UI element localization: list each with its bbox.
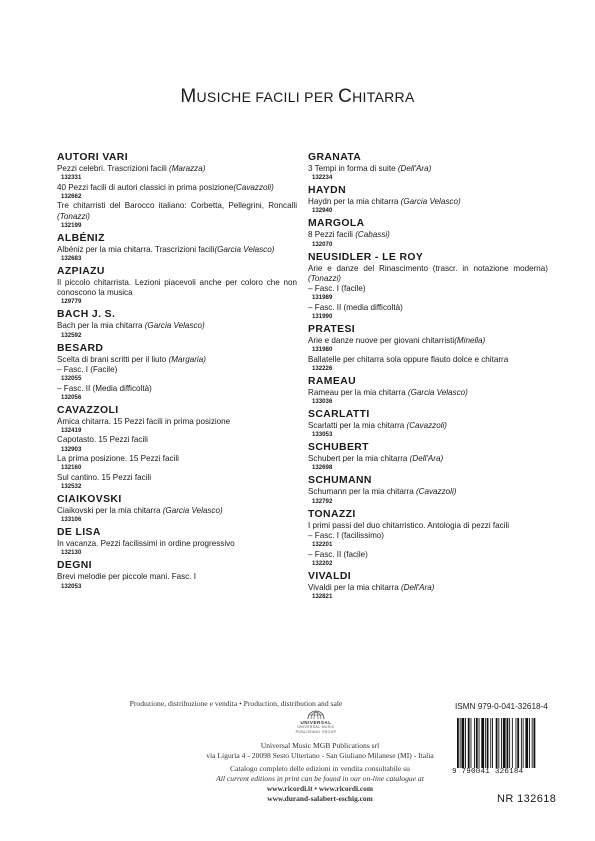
catalogue-code: 132532 <box>61 483 82 491</box>
composer-name: DE LISA <box>57 527 101 539</box>
link-durand-salabert-eschig[interactable]: www.durand-salabert-eschig.com <box>267 794 373 803</box>
catalogue-code: 132202 <box>312 559 333 567</box>
catalogue-code: 131989 <box>312 294 333 302</box>
work-title <box>308 197 548 207</box>
composer-name: DEGNI <box>57 560 92 572</box>
work-text: In vacanza. Pezzi facilissimi in ordine progressivo <box>57 539 235 549</box>
arranger: (Dell'Ara) <box>409 454 444 464</box>
composer-name: SCHUMANN <box>308 475 372 487</box>
composer-name: NEUSIDLER - LE ROY <box>308 251 424 263</box>
work-text: Pezzi celebri. Trascrizioni facili <box>57 164 169 173</box>
catalogue-code: 132226 <box>312 364 333 372</box>
work-text: Il piccolo chitarrista. Lezioni piacevoli anche per coloro che non conoscono la musica <box>57 278 297 298</box>
work-text: Vivaldi per la mia chitarra <box>308 582 401 592</box>
composer-entry <box>308 408 548 439</box>
catalogue-number: NR 132618 <box>497 793 557 805</box>
work-title <box>308 487 548 497</box>
work-text: Arie e danze del Rinascimento (trascr. in notazione moderna) <box>308 263 548 273</box>
work-text: – Fasc. II (Media difficoltà) <box>57 383 152 393</box>
link-ricordi-com[interactable]: www.ricordi.com <box>318 784 374 793</box>
link-ricordi-it[interactable]: www.ricordi.it <box>266 784 313 793</box>
work-text: Scarlatti per la mia chitarra <box>308 421 407 431</box>
arranger: (Marazza) <box>169 164 206 173</box>
logo-wordmark: UNIVERSAL <box>300 720 332 725</box>
catalogue-left-column <box>57 150 297 591</box>
catalogue-code: 133106 <box>61 516 82 524</box>
arranger: (Garcia Velasco) <box>144 321 205 331</box>
work-text: Arie e danze nuove per giovani chitarristi <box>308 335 455 345</box>
work-text: Rameau per la mia chitarra <box>308 387 408 397</box>
catalogue-code: 132201 <box>312 541 333 549</box>
barcode-digits: 9 790041 326184 <box>452 768 570 776</box>
work-title <box>57 506 297 516</box>
work-title <box>57 355 297 365</box>
work-text: 8 Pezzi facili <box>308 230 356 240</box>
catalogue-code: 132419 <box>61 426 82 434</box>
arranger: (Cavazzoli) <box>415 487 457 497</box>
universal-logo <box>262 708 370 735</box>
composer-name: AUTORI VARI <box>57 152 128 163</box>
work-text: Scelta di brani scritti per il liuto <box>57 354 169 364</box>
catalogue-code: 132940 <box>312 207 333 215</box>
catalogue-note-it: Catalogo completo delle edizioni in vendita consultabile su <box>230 764 410 773</box>
catalogue-code: 132683 <box>61 255 82 263</box>
work-text: Capotasto. 15 Pezzi facili <box>57 435 148 445</box>
arranger: (Garcia Velasco) <box>214 244 275 254</box>
composer-entry <box>57 559 297 590</box>
catalogue-code: 132130 <box>61 549 82 557</box>
catalogue-code: 132234 <box>312 174 333 182</box>
arranger: (Cavazzoli) <box>233 182 274 192</box>
arranger: (Tonazzi) <box>57 211 90 221</box>
composer-name: MARGOLA <box>308 218 365 230</box>
globe-icon <box>307 708 325 720</box>
work-title <box>57 384 297 394</box>
work-title <box>308 336 548 346</box>
logo-subline-2: PUBLISHING GROUP <box>295 730 337 734</box>
catalogue-code: 132053 <box>61 582 82 590</box>
composer-name: HAYDN <box>308 185 346 197</box>
composer-entry <box>57 151 297 230</box>
work-title <box>308 388 548 398</box>
composer-name: RAMEAU <box>308 375 357 387</box>
work-text: Sul cantino. 15 Pezzi facili <box>57 472 152 482</box>
composer-name: TONAZZI <box>308 508 356 520</box>
catalogue-code: 132160 <box>61 464 82 472</box>
composer-name: SCARLATTI <box>308 409 370 421</box>
composer-name: VIVALDI <box>308 570 352 582</box>
work-text: Schumann per la mia chitarra <box>308 487 416 497</box>
work-title <box>57 417 297 427</box>
catalogue-code: 132199 <box>61 221 82 229</box>
composer-name: CAVAZZOLI <box>57 404 119 416</box>
work-text: Albéniz per la mia chitarra. Trascrizioni facili <box>57 244 215 254</box>
catalogue-code: 132792 <box>312 497 333 505</box>
catalogue-code: 132055 <box>61 375 82 383</box>
catalogue-code: 132821 <box>312 592 333 600</box>
work-title <box>308 550 548 560</box>
work-title <box>57 245 297 255</box>
arranger: (Cabassi) <box>355 230 390 240</box>
composer-entry <box>57 404 297 491</box>
publisher-block: Universal Music MGB Publications srl via Liguria 4 - 20098 Sesto Ulteriano - San Giuliano Milanese (MI) - Italia Catalogo completo delle edizioni in vendita consultabile su All current editions in print can be found in our on-line catalogue at www.ricordi.it • www.ricordi.com www.durand-salabert-eschig.com <box>150 741 490 804</box>
composer-name: SCHUBERT <box>308 442 369 454</box>
work-title <box>308 531 548 541</box>
composer-entry <box>57 265 297 306</box>
composer-name: CIAIKOVSKI <box>57 494 122 506</box>
work-text: Tre chitarristi del Barocco italiano: Corbetta, Pellegrini, Roncalli <box>57 201 297 211</box>
composer-entry <box>57 526 297 557</box>
arranger: (Minella) <box>454 335 486 345</box>
arranger: (Tonazzi) <box>308 273 341 283</box>
work-text: I primi passi del duo chitarristico. Antologia di pezzi facili <box>308 520 510 530</box>
catalogue-code: 133053 <box>312 431 333 439</box>
composer-entry <box>57 308 297 339</box>
composer-entry <box>308 441 548 472</box>
arranger: (Garcia Velasco) <box>400 197 461 207</box>
composer-entry <box>57 232 297 263</box>
arranger: (Garcia Velasco) <box>407 387 468 397</box>
arranger: (Garcia Velasco) <box>162 506 223 516</box>
arranger: (Margaria) <box>168 354 206 364</box>
composer-entry <box>308 184 548 215</box>
work-title <box>308 284 548 294</box>
work-text: 40 Pezzi facili di autori classici in prima posizione <box>57 182 234 192</box>
composer-name: PRATESI <box>308 323 356 335</box>
composer-entry <box>308 323 548 373</box>
work-title <box>57 365 297 375</box>
catalogue-code: 132698 <box>312 464 333 472</box>
composer-entry <box>57 493 297 524</box>
work-title <box>57 473 297 483</box>
composer-name: ALBÉNIZ <box>57 232 105 244</box>
publisher-name: Universal Music MGB Publications srl <box>260 741 380 750</box>
work-title <box>57 454 297 464</box>
work-title <box>308 230 548 240</box>
work-text: Amica chitarra. 15 Pezzi facili in prima posizione <box>57 416 231 426</box>
catalogue-code: 132903 <box>61 445 82 453</box>
work-title <box>308 454 548 464</box>
ismn-code: ISMN 979-0-041-32618-4 <box>455 702 548 711</box>
work-title <box>57 572 297 582</box>
publisher-address: via Liguria 4 - 20098 Sesto Ulteriano - San Giuliano Milanese (MI) - Italia <box>206 751 434 760</box>
catalogue-code: 132070 <box>312 240 333 248</box>
work-text: 3 Tempi in forma di suite <box>308 164 398 173</box>
composer-entry <box>308 570 548 601</box>
work-text: – Fasc. II (facile) <box>308 549 368 559</box>
work-text: Bach per la mia chitarra <box>57 321 145 331</box>
catalogue-code: 132331 <box>61 174 82 182</box>
work-text: – Fasc. I (Facile) <box>57 364 118 374</box>
work-text: Schubert per la mia chitarra <box>308 454 410 464</box>
work-title <box>308 164 548 174</box>
catalogue-code: 132592 <box>61 331 82 339</box>
work-title <box>57 201 297 221</box>
work-title <box>57 539 297 549</box>
catalogue-code: 129779 <box>61 298 82 306</box>
work-text: Haydn per la mia chitarra <box>308 197 401 207</box>
catalogue-code: 131980 <box>312 346 333 354</box>
catalogue-note-en: All current editions in print can be found in our on-line catalogue at <box>216 774 424 783</box>
work-text: Ballatelle per chitarra sola oppure flauto dolce e chitarra <box>308 354 509 364</box>
work-title <box>57 183 297 193</box>
work-text: – Fasc. I (facilissimo) <box>308 530 385 540</box>
work-title <box>308 521 548 531</box>
composer-name: GRANATA <box>308 152 362 163</box>
catalogue-code: 132056 <box>61 393 82 401</box>
work-text: – Fasc. II (media difficoltà) <box>308 302 403 312</box>
arranger: (Dell'Ara) <box>397 164 432 173</box>
work-text: La prima posizione. 15 Pezzi facili <box>57 454 179 464</box>
composer-entry <box>308 474 548 505</box>
work-title <box>308 303 548 313</box>
arranger: (Cavazzoli) <box>406 421 447 431</box>
production-credit: Produzione, distribuzione e vendita • Production, distribution and sale <box>129 699 343 708</box>
composer-entry <box>57 342 297 402</box>
composer-name: BESARD <box>57 342 104 354</box>
work-title <box>57 321 297 331</box>
work-title <box>57 164 297 174</box>
work-title <box>57 435 297 445</box>
catalogue-code: 131990 <box>312 312 333 320</box>
arranger: (Dell'Ara) <box>400 582 435 592</box>
composer-entry <box>308 508 548 568</box>
catalogue-code: 133036 <box>312 398 333 406</box>
work-text: Brevi melodie per piccole mani. Fasc. I <box>57 572 196 582</box>
logo-subline-1: UNIVERSAL MUSIC <box>297 725 335 729</box>
work-title <box>308 264 548 284</box>
catalogue-code: 132662 <box>61 192 82 200</box>
composer-name: AZPIAZU <box>57 266 105 278</box>
work-title <box>308 355 548 365</box>
work-title <box>57 278 297 298</box>
composer-entry <box>308 217 548 248</box>
composer-name: BACH J. S. <box>57 309 116 321</box>
composer-entry <box>308 375 548 406</box>
catalogue-right-column <box>308 150 548 601</box>
composer-entry <box>308 251 548 321</box>
page-title: MUSICHE FACILI PER CHITARRA <box>180 86 415 107</box>
composer-entry <box>308 151 548 182</box>
work-text: Ciaikovski per la mia chitarra <box>57 506 163 516</box>
work-text: – Fasc. I (facile) <box>308 284 366 294</box>
work-title <box>308 583 548 593</box>
work-title <box>308 421 548 431</box>
